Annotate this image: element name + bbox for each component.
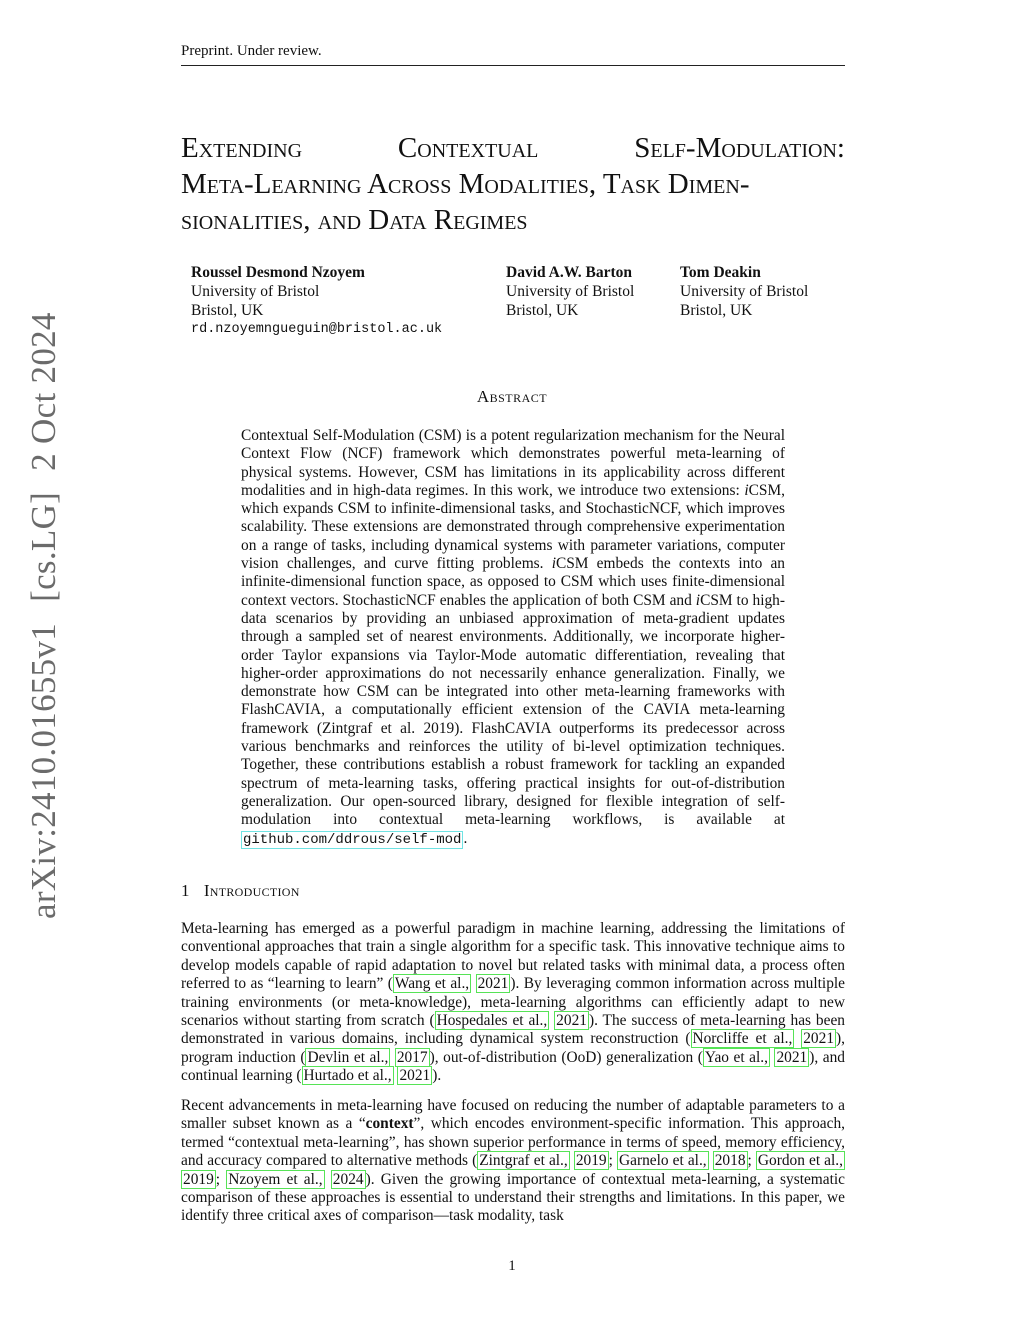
abstract-text: [241, 427, 785, 849]
citation-year-link[interactable]: 2019: [575, 1152, 607, 1170]
page-number: 1: [508, 1258, 516, 1274]
section-heading-introduction: [181, 881, 300, 901]
text-segment: ), out-of-distribution (OoD) generalization (: [429, 1048, 703, 1066]
author-location: Bristol, UK: [191, 302, 264, 319]
author-affiliation: University of Bristol: [506, 283, 635, 300]
author-name: David A.W. Barton: [506, 264, 633, 281]
italic-i: i: [551, 555, 556, 573]
arxiv-id: arXiv:2410.01655v1: [24, 622, 63, 919]
author-name: Tom Deakin: [680, 264, 761, 281]
title-line-2: Meta-Learning Across Modalities, Task Dimen-: [181, 168, 750, 200]
header-rule: [181, 65, 845, 66]
author-affiliation: University of Bristol: [680, 283, 809, 300]
text-segment: ”, which encodes environment-specific information. This approach, termed “contextual meta-learning”, has shown superior performance in terms of speed, memory efficiency, and accuracy compared to alternative methods (: [181, 1115, 845, 1170]
citation-link[interactable]: Wang et al.,: [394, 975, 470, 993]
citation-link[interactable]: Zintgraf et al.,: [479, 1152, 568, 1170]
citation-year-link[interactable]: 2021: [477, 975, 509, 993]
text-segment: Meta-learning has emerged as a powerful paradigm in machine learning, addressing the limitations of conventional approaches that train a single algorithm for a specific task. This innovative technique aims to develop models capable of rapid adaptation to novel but related tasks with minimal data, a process often referred to as “learning to learn” (: [181, 920, 845, 993]
author-block: [680, 263, 808, 320]
separator: ;: [215, 1170, 221, 1188]
title-line-3: sionalities, and Data Regimes: [181, 204, 528, 236]
citation-year-link[interactable]: 2021: [399, 1067, 431, 1085]
author-block: [191, 263, 442, 339]
title-word-1: Extending: [181, 132, 303, 164]
text-segment: ). By leveraging common information across multiple training environments (or meta-knowledge), meta-learning algorithms can efficiently adapt to new scenarios without starting from scratch (: [181, 975, 845, 1030]
citation-year-link[interactable]: 2019: [183, 1170, 214, 1188]
text-segment: ), program induction (: [181, 1030, 845, 1066]
abstract-segment: CSM to high-data scenarios by providing an unbiased approximation of meta-gradient updates through a sampled set of nearest environments. Additionally, we incorporate higher-order Taylor expansions via Taylor-Mode automatic differentiation, revealing that higher-order approximations do not necessarily enhance generalization. Finally, we demonstrate how CSM can be integrated into other meta-learning frameworks with FlashCAVIA, a computationally efficient extension of the CAVIA meta-learning framework (Zintgraf et al. 2019). FlashCAVIA outperforms its predecessor across various benchmarks and reinforces the utility of bi-level optimization techniques. Together, these contributions establish a robust framework for tackling an expanded spectrum of meta-learning tasks, offering practical insights for out-of-distribution generalization. Our open-sourced library, designed for flexible integration of self-modulation into contextual meta-learning workflows, is available at: [241, 591, 785, 829]
text-segment: ). Given the growing importance of contextual meta-learning, a systematic comparison of these approaches is essential to understand their strengths and limitations. In this paper, we identify three critical axes of comparison—task modality, task: [181, 1170, 845, 1225]
citation-link[interactable]: Yao et al.,: [704, 1048, 768, 1066]
citation-link[interactable]: Garnelo et al.,: [619, 1152, 707, 1170]
arxiv-date: 2 Oct 2024: [24, 312, 63, 471]
abstract-segment: .: [463, 829, 468, 847]
author-location: Bristol, UK: [680, 302, 753, 319]
citation-link[interactable]: Norcliffe et al.,: [692, 1030, 793, 1048]
citation-year-link[interactable]: 2021: [556, 1012, 587, 1030]
running-header: Preprint. Under review.: [181, 43, 322, 59]
separator: ;: [608, 1152, 613, 1170]
citation-link[interactable]: Hospedales et al.,: [436, 1012, 548, 1030]
title-word-2: Contextual: [397, 132, 539, 164]
bold-term: context: [365, 1115, 414, 1133]
text-segment: Recent advancements in meta-learning have focused on reducing the number of adaptable parameters to a smaller subset known as a “: [181, 1097, 845, 1133]
author-affiliation: University of Bristol: [191, 283, 320, 300]
author-block: [506, 263, 634, 320]
citation-link[interactable]: Hurtado et al.,: [303, 1067, 392, 1085]
abstract-heading: Abstract: [476, 387, 548, 406]
text-segment: ), and continual learning (: [181, 1048, 845, 1085]
abstract-segment: CSM, which expands CSM to infinite-dimensional tasks, and StochasticNCF, which improves scalability. These extensions are demonstrated through comprehensive experimentation on a range of tasks, including dynamical systems with parameter variations, computer vision challenges, and curve fitting problems.: [241, 481, 785, 573]
italic-i: i: [695, 591, 701, 609]
text-segment: ). The success of meta-learning has been demonstrated in various domains, including dynamical system reconstruction (: [181, 1012, 845, 1048]
intro-paragraph-1: [181, 920, 845, 1086]
separator: ;: [747, 1152, 752, 1170]
citation-year-link[interactable]: 2018: [714, 1152, 746, 1170]
italic-i: i: [744, 481, 749, 499]
citation-year-link[interactable]: 2021: [776, 1048, 808, 1066]
repository-link[interactable]: github.com/ddrous/self-mod: [243, 831, 462, 848]
citation-link[interactable]: Gordon et al.,: [757, 1152, 843, 1170]
author-email[interactable]: rd.nzoyemngueguin@bristol.ac.uk: [191, 322, 443, 337]
paper-title: [181, 130, 845, 238]
citation-link[interactable]: Devlin et al.,: [307, 1048, 389, 1066]
section-title: Introduction: [203, 881, 300, 900]
author-location: Bristol, UK: [506, 302, 579, 319]
intro-paragraph-2: [181, 1097, 845, 1226]
text-segment: ).: [432, 1067, 442, 1085]
arxiv-category: [cs.LG]: [24, 491, 63, 602]
author-name: Roussel Desmond Nzoyem: [191, 264, 365, 281]
section-number: 1: [181, 881, 190, 900]
title-word-3: Self-Modulation:: [634, 132, 845, 164]
arxiv-sidebar-stamp: [19, 312, 69, 925]
abstract-segment: Contextual Self-Modulation (CSM) is a potent regularization mechanism for the Neural Context Flow (NCF) framework which demonstrates powerful meta-learning of physical systems. However, CSM has limitations in its applicability across different modalities and in high-data regimes. In this work, we introduce two extensions:: [241, 427, 785, 499]
abstract-segment: CSM embeds the contexts into an infinite-dimensional function space, as opposed to CSM which uses finite-dimensional context vectors. StochasticNCF enables the application of both CSM and: [241, 555, 785, 609]
citation-link[interactable]: Nzoyem et al.,: [228, 1170, 323, 1188]
citation-year-link[interactable]: 2017: [396, 1048, 428, 1066]
citation-year-link[interactable]: 2024: [332, 1170, 364, 1188]
citation-year-link[interactable]: 2021: [803, 1030, 835, 1048]
